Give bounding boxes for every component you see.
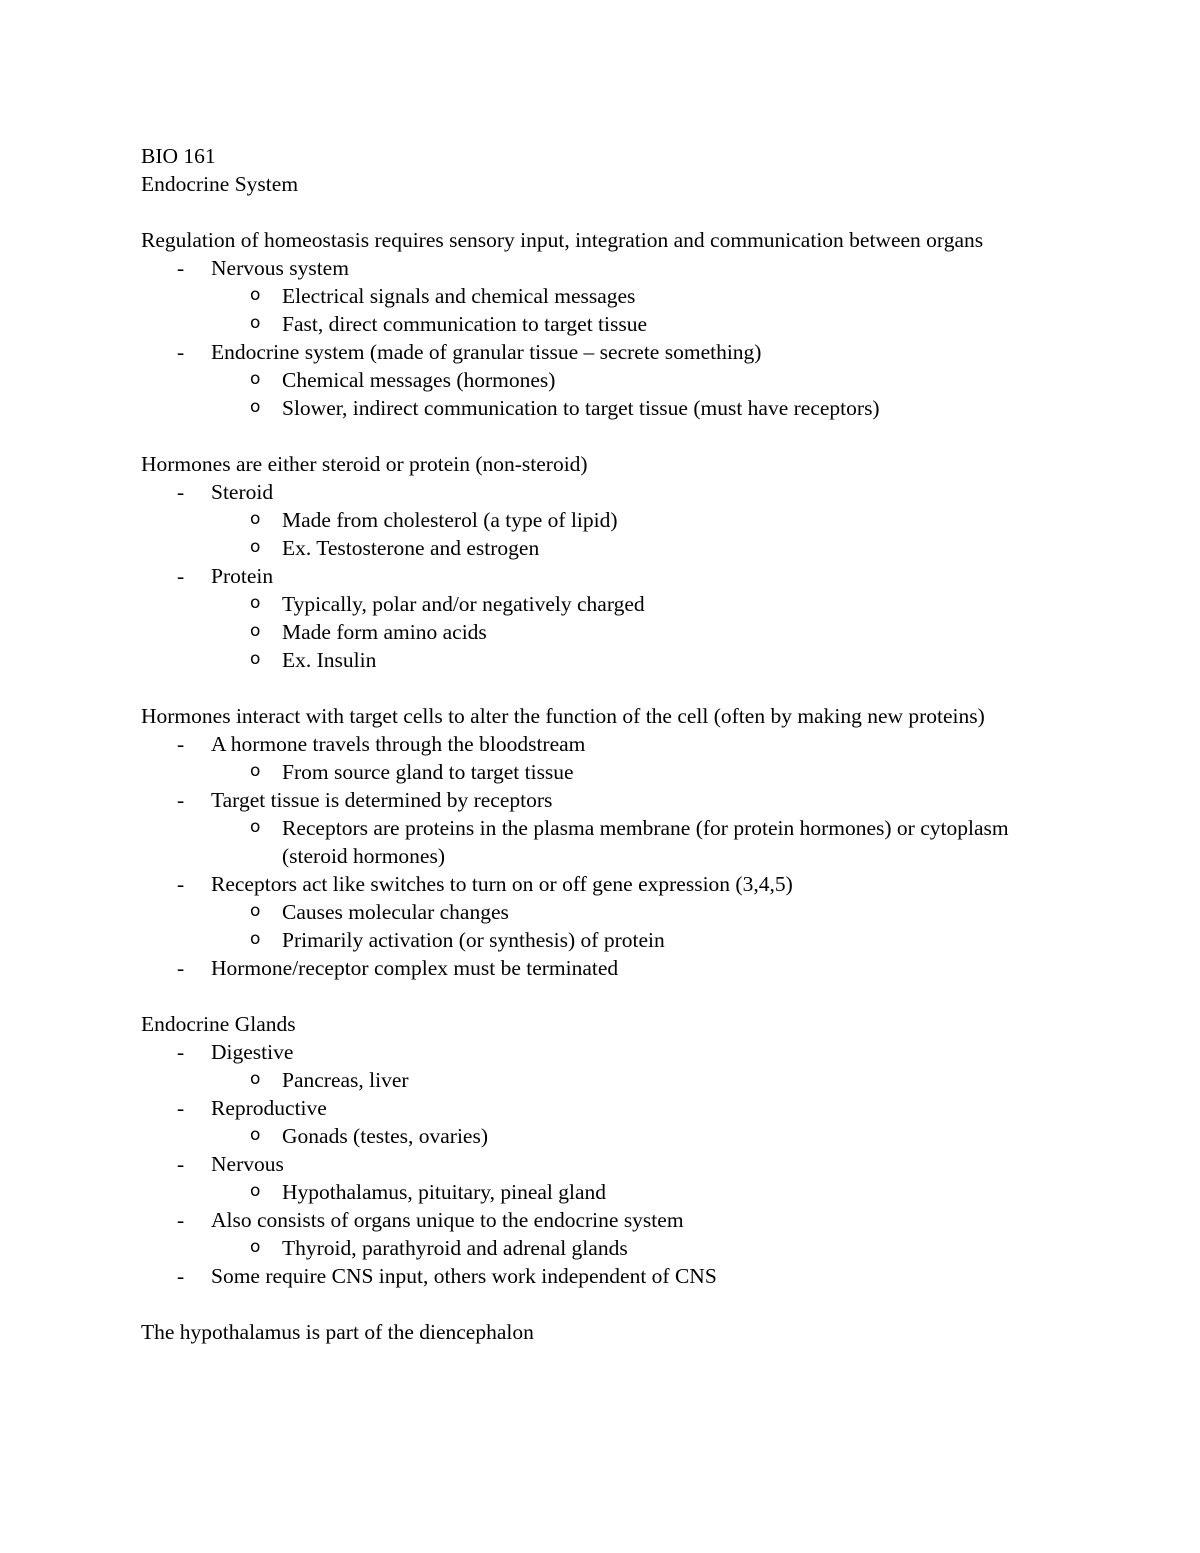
circle-marker: o [250,1181,261,1201]
spacer [141,422,1080,450]
dash-marker: - [177,732,185,756]
section-heading: Endocrine Glands [141,1012,296,1036]
course-code: BIO 161 [141,144,216,168]
sub-item-text: Ex. Insulin [282,648,377,672]
sub-list-item [211,590,1080,618]
sub-list-item [211,618,1080,646]
sub-item-text: Fast, direct communication to target tissue [282,312,648,336]
circle-marker: o [250,285,261,305]
dash-marker: - [177,1264,185,1288]
list-item-text: Nervous [211,1152,284,1176]
sub-item-text: From source gland to target tissue [282,760,574,784]
circle-marker: o [250,537,261,557]
section-hormone-interaction [141,702,1080,982]
sub-item-text: Ex. Testosterone and estrogen [282,536,540,560]
sub-item-text: Slower, indirect communication to target tissue (must have receptors) [282,396,880,420]
list-item [141,870,1080,954]
section-regulation [141,226,1080,422]
sub-item-text: Typically, polar and/or negatively charged [282,592,645,616]
sub-list [211,758,1080,786]
sub-list [211,366,1080,422]
sub-list-item [211,926,1080,954]
sub-item-text: Gonads (testes, ovaries) [282,1124,488,1148]
list-item [141,1206,1080,1262]
list-item [141,1094,1080,1150]
list-item [141,730,1080,786]
sub-list-item [211,1122,1080,1150]
sub-item-text: Hypothalamus, pituitary, pineal gland [282,1180,607,1204]
dash-marker: - [177,1208,185,1232]
document-title: Endocrine System [141,172,299,196]
circle-marker: o [250,1237,261,1257]
dash-marker: - [177,256,185,280]
circle-marker: o [250,369,261,389]
list-item [141,1150,1080,1206]
list-item-text: Nervous system [211,256,349,280]
circle-marker: o [250,593,261,613]
list-item-text: Some require CNS input, others work independent of CNS [211,1264,717,1288]
sub-item-text: Made from cholesterol (a type of lipid) [282,508,618,532]
circle-marker: o [250,313,261,333]
dash-marker: - [177,1152,185,1176]
spacer [141,1290,1080,1318]
sub-list-item [211,758,1080,786]
list-item [141,338,1080,422]
list-item-text: Steroid [211,480,274,504]
sub-list [211,1234,1080,1262]
sub-list-item [211,646,1080,674]
circle-marker: o [250,817,261,837]
sub-list [211,898,1080,954]
dash-marker: - [177,1040,185,1064]
sub-list-item [211,506,1080,534]
list-item [141,954,1080,982]
list-item [141,254,1080,338]
sub-item-text: Causes molecular changes [282,900,509,924]
circle-marker: o [250,649,261,669]
sub-list [211,1178,1080,1206]
section-heading: Regulation of homeostasis requires sensory input, integration and communication between organs [141,228,984,252]
list-item-text: Hormone/receptor complex must be terminated [211,956,619,980]
list-item-text: A hormone travels through the bloodstream [211,732,586,756]
circle-marker: o [250,901,261,921]
bullet-list [141,478,1080,674]
section-heading: The hypothalamus is part of the diencephalon [141,1320,534,1344]
list-item [141,1262,1080,1290]
sub-list-item [211,534,1080,562]
circle-marker: o [250,397,261,417]
sub-item-text: Primarily activation (or synthesis) of protein [282,928,665,952]
circle-marker: o [250,509,261,529]
dash-marker: - [177,956,185,980]
circle-marker: o [250,1125,261,1145]
sub-list [211,1122,1080,1150]
sub-list-item [211,1066,1080,1094]
list-item-text: Target tissue is determined by receptors [211,788,553,812]
circle-marker: o [250,761,261,781]
list-item [141,1038,1080,1094]
sub-list [211,1066,1080,1094]
dash-marker: - [177,480,185,504]
sub-list-item [211,282,1080,310]
circle-marker: o [250,621,261,641]
dash-marker: - [177,1096,185,1120]
sub-list-item [211,1178,1080,1206]
list-item [141,478,1080,562]
sub-list-item [211,814,1080,870]
spacer [141,982,1080,1010]
list-item-text: Endocrine system (made of granular tissue – secrete something) [211,340,762,364]
list-item-text: Reproductive [211,1096,327,1120]
bullet-list [141,730,1080,982]
bullet-list [141,254,1080,422]
sub-list [211,590,1080,674]
sub-item-text: Chemical messages (hormones) [282,368,556,392]
sub-list-item [211,394,1080,422]
sub-list-item [211,366,1080,394]
list-item-text: Protein [211,564,274,588]
list-item-text: Digestive [211,1040,294,1064]
dash-marker: - [177,872,185,896]
section-hormone-types [141,450,1080,674]
sub-list-item [211,1234,1080,1262]
list-item [141,562,1080,674]
dash-marker: - [177,340,185,364]
list-item-text: Receptors act like switches to turn on or off gene expression (3,4,5) [211,872,793,896]
spacer [141,674,1080,702]
sub-list-item [211,898,1080,926]
section-hypothalamus [141,1318,1080,1346]
sub-list [211,814,1080,870]
list-item [141,786,1080,870]
sub-item-text: Electrical signals and chemical messages [282,284,636,308]
bullet-list [141,1038,1080,1290]
sub-item-text: Receptors are proteins in the plasma membrane (for protein hormones) or cytoplasm (steroid hormones) [282,816,1009,868]
circle-marker: o [250,929,261,949]
sub-list [211,282,1080,338]
sub-item-text: Thyroid, parathyroid and adrenal glands [282,1236,628,1260]
circle-marker: o [250,1069,261,1089]
dash-marker: - [177,788,185,812]
sub-list [211,506,1080,562]
sub-item-text: Made form amino acids [282,620,487,644]
section-endocrine-glands [141,1010,1080,1290]
list-item-text: Also consists of organs unique to the endocrine system [211,1208,684,1232]
section-heading: Hormones are either steroid or protein (non-steroid) [141,452,588,476]
sub-list-item [211,310,1080,338]
section-heading: Hormones interact with target cells to alter the function of the cell (often by making new proteins) [141,704,985,728]
dash-marker: - [177,564,185,588]
spacer [141,198,1080,226]
sub-item-text: Pancreas, liver [282,1068,409,1092]
